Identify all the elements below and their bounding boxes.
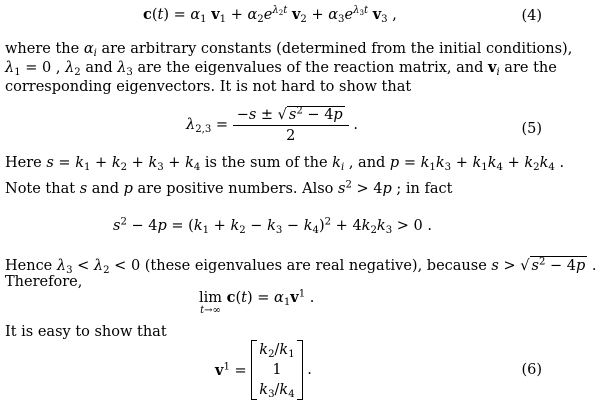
para3-line2: Therefore, (5, 274, 83, 290)
para1-line2: $\lambda_1 = 0$ , $\lambda_2$ and $\lambda_3$ are the eigenvalues of the reaction matrix, and $v_i$ are the (5, 59, 557, 79)
matrix-row-3: $k_3/k_4$ (259, 382, 295, 401)
equation-4-number: (4) (521, 8, 542, 24)
matrix-row-1: $k_2/k_1$ (259, 342, 295, 361)
para2-line1: Here $s = k_1 + k_2 + k_3 + k_4$ is the sum of the $k_i$ , and $p = k_1k_3 + k_1k_4 + k_2k_4$ . (5, 155, 565, 174)
equation-5: $\lambda_{2,3}$ = $\frac{-s \pm √ s^2 - 4p}{2}$ . (186, 105, 358, 144)
equation-6: $v^1$ = $k_2/k_1$ 1 $k_3/k_4$ . (215, 342, 312, 401)
para2-line2: Note that s and p are positive numbers. Also $s^2 > 4p$ ; in fact (5, 179, 453, 197)
equation-discriminant: $s^2 - 4p = (k_1 + k_2 - k_3 - k_4)^2 + 4k_2k_3 > 0$ . (113, 216, 432, 237)
para4-line1: It is easy to show that (5, 324, 167, 340)
equation-6-number: (6) (521, 362, 542, 378)
para1-line1: where the $\alpha_i$ are arbitrary constants (determined from the initial conditions), (5, 41, 573, 60)
equation-4: $c(t) = \alpha_1$ $v_1 + \alpha_2e^{\lambda_2t}$ $v_2 + \alpha_3e^{\lambda_3t}$ $v_3$ , (143, 5, 397, 26)
eigenvector-matrix (251, 340, 302, 400)
matrix-row-2: 1 (272, 362, 282, 378)
para1-line3: corresponding eigenvectors. It is not hard to show that (5, 79, 412, 95)
limit-subscript: t→∞ (200, 305, 221, 316)
equation-5-number: (5) (521, 121, 542, 137)
equation-limit: lim t→∞ $c(t) = \alpha_1v^1$ . (199, 288, 315, 316)
para3-line1: Hence $\lambda_3 < \lambda_2 < 0$ (these eigenvalues are real negative), because s > √ $s^2 - 4p$ . (5, 256, 597, 277)
